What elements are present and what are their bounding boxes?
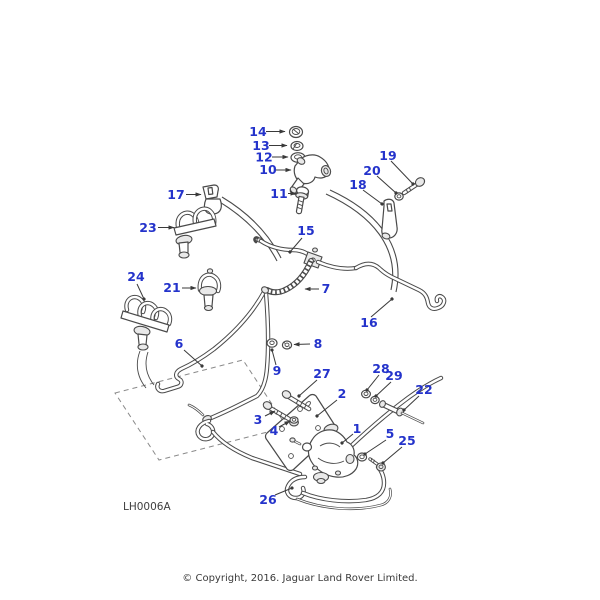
- washer-8: [282, 341, 291, 349]
- leader-3: [265, 411, 275, 416]
- spring-washer-13: [291, 142, 303, 151]
- fitting-25: [370, 458, 385, 471]
- callout-18: 18: [349, 177, 367, 192]
- clip-18: [381, 199, 397, 240]
- callout-2: 2: [337, 386, 347, 401]
- pipe-26-drop-core: [211, 293, 268, 418]
- flanged-nut-4: [290, 417, 299, 426]
- valve-1-bottom-stub: [317, 479, 325, 484]
- callout-9: 9: [272, 363, 282, 378]
- dashed-panel-outline: [115, 360, 287, 460]
- valve-1-right-boss: [346, 455, 354, 464]
- callout-29: 29: [385, 368, 403, 383]
- hose-clamp-stud: [313, 248, 318, 252]
- leader-28: [367, 375, 379, 390]
- valve-1-screw1: [313, 466, 318, 470]
- callout-5: 5: [385, 426, 395, 441]
- callout-24: 24: [127, 269, 145, 284]
- triple-clip-24: [121, 297, 170, 388]
- callout-3: 3: [253, 412, 263, 427]
- callout-11: 11: [270, 186, 288, 201]
- callout-21: 21: [163, 280, 181, 295]
- nut-4-body: [290, 417, 298, 423]
- clip-23-pin-tip: [179, 252, 189, 258]
- pipe-16-outline: [356, 264, 444, 309]
- clip-24-pin-tip: [138, 344, 148, 350]
- callout-12: 12: [255, 149, 273, 165]
- callout-23: 23: [139, 220, 157, 235]
- clip-21-stud: [207, 269, 212, 273]
- callout-4: 4: [269, 423, 279, 438]
- corrugated-hose-7: [260, 261, 311, 295]
- washer-9-outer: [267, 339, 277, 347]
- leader-27: [299, 380, 317, 396]
- callout-22: 22: [415, 382, 433, 397]
- diagram-code: LH0006A: [123, 501, 171, 513]
- harness-arcs: [218, 190, 398, 292]
- arc-left-inner: [218, 201, 277, 261]
- rod-22-shaft-core: [402, 413, 423, 423]
- washer-28: [362, 390, 371, 398]
- clip-17-slot: [208, 188, 213, 195]
- callout-10: 10: [259, 162, 277, 177]
- clip-18-slot: [387, 204, 392, 211]
- callout-7: 7: [321, 281, 331, 296]
- valve-1-left-stub-head: [290, 438, 295, 442]
- pipe-26-drop-outline: [211, 293, 268, 418]
- leader-5: [365, 440, 386, 454]
- clip-24-tail1: [137, 351, 146, 388]
- leader-25: [383, 447, 402, 463]
- callout-1: 1: [352, 421, 362, 436]
- callout-16: 16: [360, 315, 378, 330]
- pipe-16-core: [356, 264, 444, 309]
- bolt-11-shaft: [296, 196, 304, 214]
- callout-20: 20: [363, 163, 381, 178]
- washer-20: [395, 193, 403, 200]
- callout-14: 14: [249, 124, 267, 139]
- valve-1-left-port: [303, 443, 312, 451]
- callout-28: 28: [372, 361, 390, 376]
- callout-27: 27: [313, 366, 331, 381]
- clip-24-tail2: [146, 352, 154, 385]
- hose-15-right-core: [318, 262, 356, 269]
- leader-18: [363, 190, 382, 204]
- callout-15: 15: [297, 223, 315, 238]
- callout-6: 6: [174, 336, 184, 351]
- washer-20-outer: [395, 193, 403, 200]
- clip-21-washer: [200, 287, 217, 296]
- leader-20: [377, 176, 396, 193]
- callout-19: 19: [379, 148, 397, 163]
- callout-26: 26: [259, 492, 277, 507]
- hose-assembly-15: [255, 237, 356, 268]
- washer-29-outer: [371, 396, 379, 403]
- fitting-25-hex: [377, 463, 386, 471]
- bolt-3-shaft-core: [270, 408, 289, 419]
- washer-28-outer: [362, 390, 371, 398]
- callout-17: 17: [167, 187, 185, 202]
- bolt-3: [262, 400, 289, 419]
- grommet-clip-21: [200, 269, 220, 311]
- washer-9: [267, 339, 277, 347]
- callout-25: 25: [398, 433, 416, 448]
- valve-1-screw2: [336, 471, 341, 475]
- callout-8: 8: [313, 336, 323, 351]
- double-clip-23: [174, 209, 216, 258]
- leader-8: [294, 344, 310, 345]
- pipe-16: [356, 264, 444, 309]
- leader-19: [391, 161, 413, 184]
- washer-29: [371, 396, 379, 403]
- copyright-text: © Copyright, 2016. Jaguar Land Rover Limited.: [182, 573, 418, 584]
- arc-right-inner: [326, 194, 393, 290]
- clip-21-pin-tip: [205, 306, 213, 311]
- leader-29: [376, 382, 391, 396]
- callout-13: 13: [252, 138, 270, 153]
